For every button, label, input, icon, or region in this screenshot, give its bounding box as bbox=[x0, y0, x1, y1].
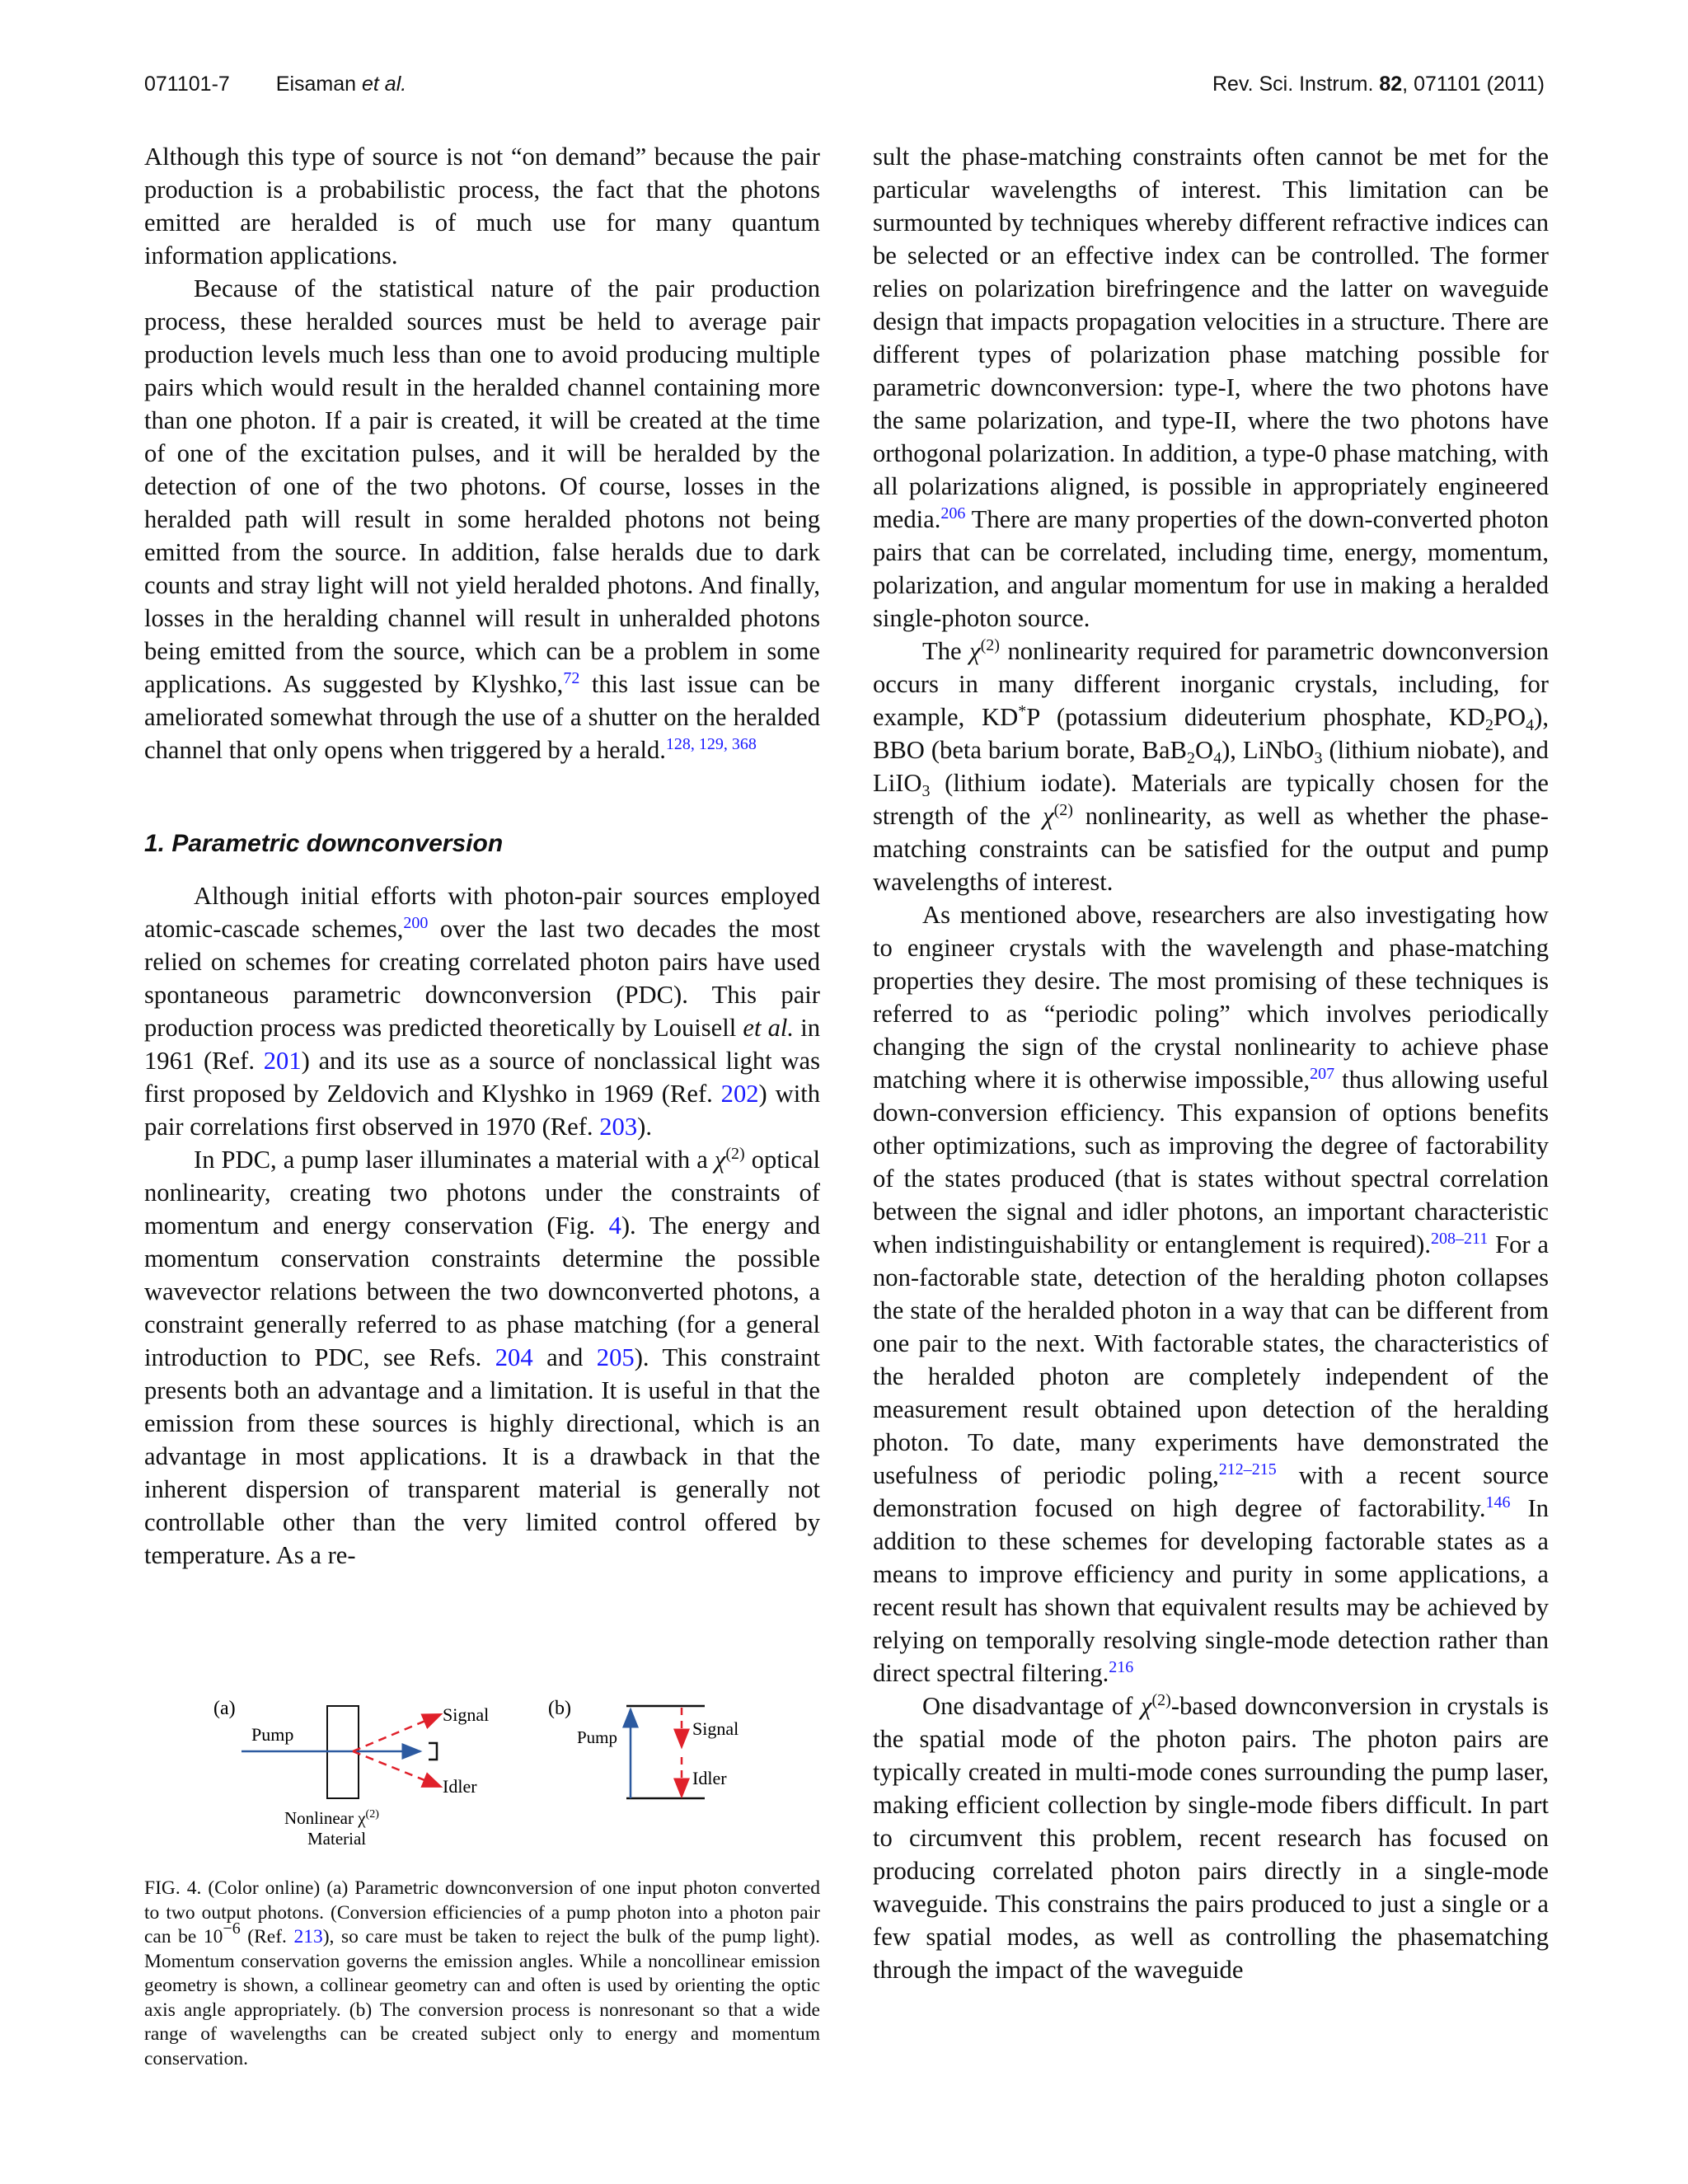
citation-link[interactable]: 146 bbox=[1485, 1493, 1511, 1511]
citation-link[interactable]: 72 bbox=[563, 669, 580, 687]
left-column bbox=[144, 140, 820, 1572]
paragraph: In PDC, a pump laser illuminates a material with a $\chi^{(2)}$ optical nonlinearity, creating two photons under the constraints of momentum and energy conservation (Fig. 4). The energy and momentum conservation constraints determine the possible wavevector relations between the two downconverted photons, a constraint generally referred to as phase matching (for a general introduction to PDC, see Refs. 204 and 205). This constraint presents both an advantage and a limitation. It is useful in that the emission from these sources is highly directional, which is an advantage in most applications. It is a drawback in that the inherent dispersion of transparent material is generally not controllable other than the very limited control offered by temperature. As a re- bbox=[144, 1145, 821, 1569]
idler-arrow bbox=[353, 1751, 441, 1787]
panel-b-label: (b) bbox=[548, 1698, 571, 1719]
citation-link[interactable]: 204 bbox=[495, 1343, 533, 1371]
citation-link[interactable]: 128, 129, 368 bbox=[665, 735, 757, 753]
figure-4 bbox=[144, 1681, 820, 1863]
citation-link[interactable]: 203 bbox=[599, 1113, 638, 1141]
citation-link[interactable]: 207 bbox=[1310, 1065, 1335, 1083]
beam-block bbox=[429, 1743, 437, 1760]
running-header-left bbox=[144, 73, 406, 96]
signal-label-b: Signal bbox=[692, 1718, 739, 1739]
paragraph: As mentioned above, researchers are also investigating how to engineer crystals with the wavelength and phase-matching properties they desire. The most promising of these techniques is referred to as “periodic poling” which involves periodically changing the sign of the crystal nonlinearity to achieve phase matching where it is otherwise impossible,$^{207}$ thus allowing useful down-conversion efficiency. This expansion of options benefits other optimizations, such as improving the degree of factorability of the states produced (that is states without spectral correlation between the signal and idler photons, an important characteristic when indistinguishability or entanglement is required).$^{208-211}$ For a non-factorable state, detection of the heralding photon collapses the state of the heralded photon in a way that can be different from one pair to the next. With factorable states, the characteristics of the heralded photon are completely independent of the measurement result obtained upon detection of the heralding photon. To date, many experiments have demonstrated the usefulness of periodic poling,$^{212-215}$ with a recent source demonstration focused on high degree of factorability.$^{146}$ In addition to these schemes for developing factorable states as a means to improve efficiency and purity in some applications, a recent result has shown that equivalent results may be achieved by relying on temporally resolving single-mode detection rather than direct spectral filtering.$^{216}$ bbox=[873, 901, 1549, 1687]
panel-b bbox=[548, 1698, 738, 1798]
panel-a-label: (a) bbox=[213, 1698, 236, 1719]
citation-link[interactable]: 216 bbox=[1109, 1658, 1134, 1676]
citation-link[interactable]: 212–215 bbox=[1218, 1460, 1277, 1479]
figure-caption: FIG. 4. (Color online) (a) Parametric downconversion of one input photon converted to two output photons. (Conversion efficiencies of a pump photon into a photon pair can be $10^{-6}$ (Ref. 213), so care must be taken to reject the bulk of the pump light). Momentum conservation governs the emission angles. While a noncollinear emission geometry is shown, a collinear geometry can and often is used by orienting the optic axis angle appropriately. (b) The conversion process is nonresonant so that a wide range of wavelengths can be created subject only to energy and momentum conservation. bbox=[144, 1877, 820, 2069]
citation-link[interactable]: 206 bbox=[940, 504, 966, 523]
signal-label: Signal bbox=[443, 1704, 490, 1725]
section-heading: 1. Parametric downconversion bbox=[144, 830, 504, 857]
figure-link[interactable]: 4 bbox=[608, 1212, 621, 1240]
citation-link[interactable]: 201 bbox=[263, 1047, 302, 1075]
paragraph: One disadvantage of $\chi^{(2)}$-based downconversion in crystals is the spatial mode of the photon pairs. The photon pairs are typically created in multi-mode cones surrounding the pump laser, making efficient collection by single-mode fibers difficult. In part to circumvent this problem, recent research has focused on producing correlated photon pairs directly in a single-mode waveguide. This constrains the pairs produced to just a single or a few spatial modes, as well as controlling the phasematching through the impact of the waveguide bbox=[873, 1691, 1549, 1984]
citation-link[interactable]: 205 bbox=[596, 1343, 635, 1371]
idler-label-b: Idler bbox=[692, 1768, 727, 1788]
signal-arrow bbox=[353, 1714, 441, 1751]
running-header-right: Rev. Sci. Instrum. 82, 071101 (2011) bbox=[1212, 73, 1545, 96]
pump-label: Pump bbox=[251, 1724, 294, 1745]
page-id: 071101-7 bbox=[144, 73, 230, 96]
citation-link[interactable]: 202 bbox=[720, 1080, 759, 1108]
running-authors: Eisaman et al. bbox=[275, 73, 407, 96]
material-label: Nonlinear $\chi^{(2)}$ bbox=[284, 1808, 379, 1828]
paragraph: Although this type of source is not “on demand” because the pair production is a probabilistic process, the fact that the photons emitted are heralded is of much use for many quantum information applications. bbox=[144, 143, 820, 269]
paragraph: Although initial efforts with photon-pair sources employed atomic-cascade schemes,$^{200}$ over the last two decades the most relied on schemes for creating correlated photon pairs have used spontaneous parametric downconversion (PDC). This pair production process was predicted theoretically by Louisell et al. in 1961 (Ref. 201) and its use as a source of nonclassical light was first proposed by Zeldovich and Klyshko in 1969 (Ref. 202) with pair correlations first observed in 1970 (Ref. 203). bbox=[144, 882, 820, 1141]
panel-a bbox=[213, 1698, 489, 1849]
paragraph: sult the phase-matching constraints often cannot be met for the particular wavelengths of interest. This limitation can be surmounted by techniques whereby different refractive indices can be selected or an effective index can be controlled. The former relies on polarization birefringence and the latter on waveguide design that impacts propagation velocities in a structure. There are different types of polarization phase matching possible for parametric downconversion: type-I, where the two photons have the same polarization, and type-II, where the two photons have orthogonal polarization. In addition, a type-0 phase matching, with all polarizations aligned, is possible in appropriately engineered media.$^{206}$ There are many properties of the down-converted photon pairs that can be correlated, including time, energy, momentum, polarization, and angular momentum for use in making a heralded single-photon source. bbox=[873, 143, 1549, 632]
paragraph: The $\chi^{(2)}$ nonlinearity required for parametric downconversion occurs in many different inorganic crystals, including, for example, KD*P (potassium dideuterium phosphate, $KD_2PO_4$), BBO (beta barium borate, $BaB_2O_4$), LiNbO$_3$ (lithium niobate), and LiIO$_3$ (lithium iodate). Materials are typically chosen for the strength of the $\chi^{(2)}$ nonlinearity, as well as whether the phase-matching constraints can be satisfied for the output and pump wavelengths of interest. bbox=[873, 636, 1549, 896]
pump-label-b: Pump bbox=[577, 1727, 618, 1747]
idler-label: Idler bbox=[443, 1776, 477, 1797]
citation-link[interactable]: 208–211 bbox=[1431, 1230, 1489, 1248]
citation-link[interactable]: 213 bbox=[293, 1926, 323, 1947]
material-label-2: Material bbox=[307, 1829, 367, 1849]
right-column bbox=[873, 140, 1549, 1986]
citation-link[interactable]: 200 bbox=[403, 914, 429, 932]
figure-4-diagram bbox=[144, 1681, 820, 1863]
paragraph: Because of the statistical nature of the pair production process, these heralded sources must be held to average pair production levels much less than one to avoid producing multiple pairs which would result in the heralded channel containing more than one photon. If a pair is created, it will be created at the time of one of the excitation pulses, and it will be heralded by the detection of one of the two photons. Of course, losses in the heralded path will result in some heralded photons not being emitted from the source. In addition, false heralds due to dark counts and stray light will not yield heralded photons. And finally, losses in the heralding channel will result in unheralded photons being emitted from the source, which can be a problem in some applications. As suggested by Klyshko,$^{72}$ this last issue can be ameliorated somewhat through the use of a shutter on the heralded channel that only opens when triggered by a herald.$^{128, 129, 368}$ bbox=[144, 274, 820, 764]
